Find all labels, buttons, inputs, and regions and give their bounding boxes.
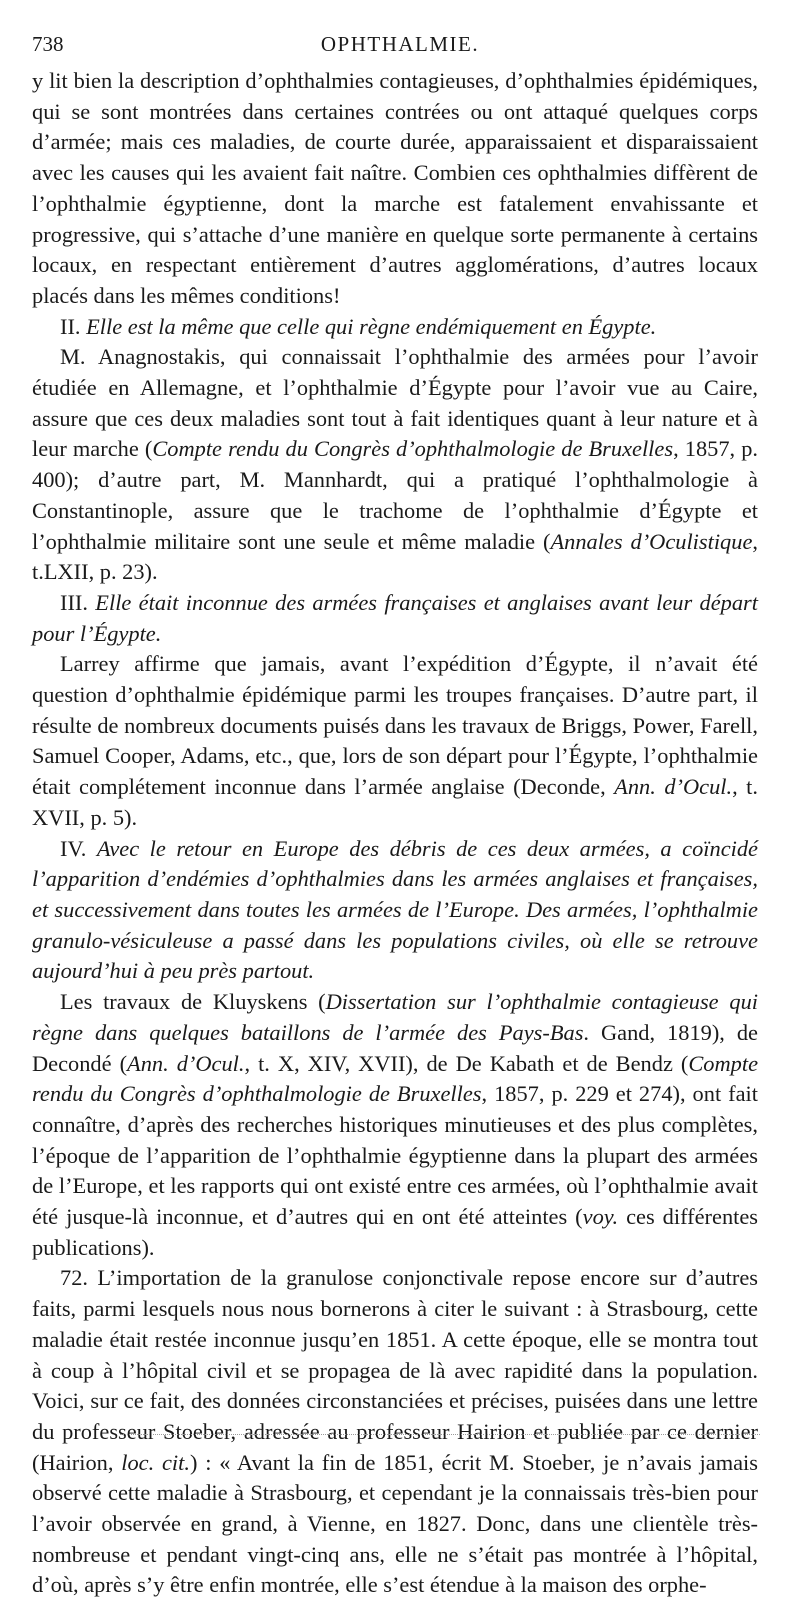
paragraph-kluyskens-text-b: . Gand, 1819), de Decondé ( (32, 1019, 758, 1076)
paragraph-kluyskens-text-d: , 1857, p. 229 et 274), ont fait connaître, d’après des recherches historiques minutieuses et des plus complètes, l’époque de l’apparition de l’ophthalmie égyptienne dans la plupart des armées de l’Europe, et les rapports qui ont existé entre ces armées, où l’ophthalmie avait été jusque-là inconnue, et d’autres qui en ont été atteintes ( (32, 1081, 758, 1230)
paragraph-larrey-text-b: , t. XVII, p. 5). (32, 774, 758, 830)
paragraph-anagnostakis (32, 342, 758, 588)
paragraph-72 (32, 1263, 758, 1601)
paragraph-anagnostakis-text-a: M. Anagnostakis, qui connaissait l’ophthalmie des armées pour l’avoir étudiée en Allemagne, et l’ophthalmie d’Égypte pour l’avoir vue au Caire, assure que ces deux maladies sont tout à fait identiques quant à leur nature et à leur marche ( (32, 344, 758, 462)
citation-loc-cit: loc. cit. (121, 1449, 190, 1475)
citation-dissertation: Dissertation sur l’ophthalmie contagieuse qui règne dans quelques bataillons de l’armée des Pays-Bas (32, 989, 758, 1045)
paragraph-kluyskens-text-a: Les travaux de Kluyskens ( (60, 989, 326, 1015)
citation-ann-ocul: Ann. d’Ocul. (614, 774, 733, 800)
paragraph-72-text-a: 72. L’importation de la granulose conjonctivale repose encore sur d’autres faits, parmi lesquels nous nous bornerons à citer le suivant : à Strasbourg, cette maladie était restée inconnue jusqu’en 1851. A cette époque, elle se montra tout à coup à l’hôpital civil et se propagea de là avec rapidité dans la population. Voici, sur ce fait, des données circonstanciées et précises, puisées dans une lettre du professeur Stoeber, adressée au professeur Hairion et publiée par ce dernier (Hairion, (32, 1265, 758, 1475)
page-number: 738 (32, 32, 64, 56)
paragraph-anagnostakis-text-c: , t.LXII, p. 23). (32, 528, 758, 585)
paragraph-anagnostakis-text-b: , 1857, p. 400); d’autre part, M. Mannhardt, qui a pratiqué l’ophthalmologie à Constantinople, assure que le trachome de l’ophthalmie d’Égypte et l’ophthalmie militaire sont une seule et même maladie ( (32, 436, 758, 554)
citation-congres-bruxelles-2: Compte rendu du Congrès d’ophthalmologie de Bruxelles (32, 1050, 759, 1107)
heading-ii (32, 312, 758, 343)
heading-iv-number: IV. (60, 835, 87, 861)
paragraph-kluyskens-text-c: , t. X, XIV, XVII), de De Kabath et de Bendz ( (244, 1050, 689, 1076)
paragraph-72-text-b: ) : « Avant la fin de 1851, écrit M. Stoeber, je n’avais jamais observé cette maladie à Strasbourg, et cependant je la connaissais très-bien pour l’avoir observée en grand, à Vienne, en 1827. Donc, dans une clientèle très-nombreuse et pendant vingt-cinq ans, elle ne s’était pas montrée à l’hôpital, d’où, après s’y être enfin montrée, elle s’est étendue à la maison des orphe- (32, 1449, 758, 1598)
paragraph-larrey-text-a: Larrey affirme que jamais, avant l’expédition d’Égypte, il n’avait été question d’ophthalmie épidémique parmi les troupes françaises. D’autre part, il résulte de nombreux documents puisés dans les travaux de Briggs, Power, Farell, Samuel Cooper, Adams, etc., que, lors de son départ pour l’Égypte, l’ophthalmie était complétement inconnue dans l’armée anglaise (Deconde, (32, 651, 758, 800)
paragraph-kluyskens-text-e: ces différentes publications). (32, 1204, 759, 1260)
heading-ii-number: II. (60, 313, 81, 339)
paragraph-1-text: y lit bien la description d’ophthalmies contagieuses, d’ophthalmies épidémiques, qui se sont montrées dans certaines contrées ou ont attaqué quelques corps d’armée; mais ces maladies, de courte durée, apparaissaient et disparaissaient avec les causes qui les avaient fait naître. Combien ces ophthalmies diffèrent de l’ophthalmie égyptienne, dont la marche est fatalement envahissante et progressive, qui s’attache d’une manière en quelque sorte permanente à certains locaux, en respectant entièrement d’autres agglomérations, d’autres locaux placés dans les mêmes conditions! (32, 68, 758, 308)
heading-iii-number: III. (60, 589, 88, 615)
citation-congres-bruxelles: Compte rendu du Congrès d’ophthalmologie de Bruxelles (152, 436, 674, 462)
citation-voy: voy. (582, 1204, 619, 1230)
heading-iii (32, 588, 758, 649)
heading-iii-text: Elle était inconnue des armées françaises et anglaises avant leur départ pour l’Égypte. (32, 589, 758, 646)
bleed-through-rule (120, 1434, 760, 1435)
paragraph-1 (32, 66, 758, 312)
heading-ii-text: Elle est la même que celle qui règne endémiquement en Égypte. (86, 313, 657, 339)
heading-iv (32, 834, 758, 988)
heading-iv-text: Avec le retour en Europe des débris de ces deux armées, a coïncidé l’apparition d’endémies d’ophthalmies dans les armées anglaises et françaises, et successivement dans toutes les armées de l’Europe. Des armées, l’ophthalmie granulo-vésiculeuse a passé dans les populations civiles, où elle se retrouve aujourd’hui à peu près partout. (32, 835, 758, 984)
citation-ann-ocul-2: Ann. d’Ocul. (127, 1050, 245, 1076)
running-title: OPHTHALMIE. (320, 32, 480, 56)
paragraph-kluyskens (32, 987, 758, 1263)
citation-annales-oculistique: Annales d’Oculistique (550, 528, 753, 554)
page-body (32, 66, 758, 1601)
paragraph-larrey (32, 649, 758, 833)
